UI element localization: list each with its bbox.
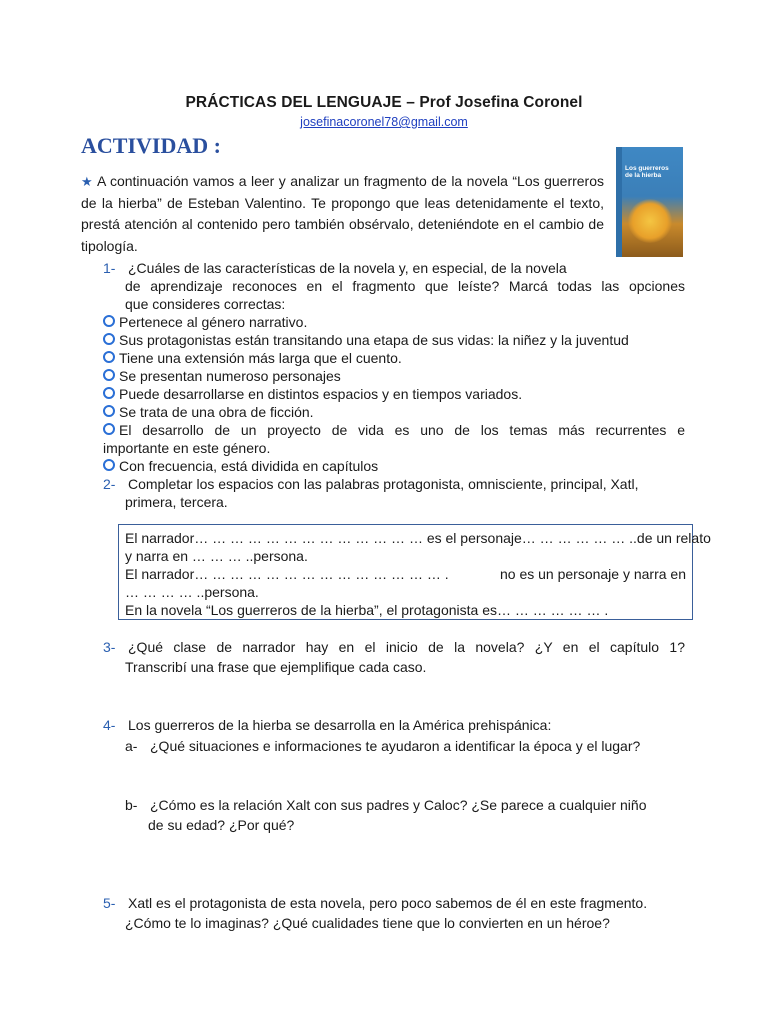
- option-item[interactable]: Se presentan numeroso personajes: [103, 367, 341, 385]
- question-1-line3: que consideres correctas:: [125, 296, 286, 312]
- circle-bullet-icon: [103, 405, 115, 417]
- circle-bullet-icon: [103, 459, 115, 471]
- circle-bullet-icon: [103, 351, 115, 363]
- option-item[interactable]: El desarrollo de un proyecto de vida es uno de los temas más recurrentes e: [103, 421, 685, 439]
- option-item[interactable]: Pertenece al género narrativo.: [103, 313, 307, 331]
- activity-heading: ACTIVIDAD :: [81, 133, 221, 158]
- option-item[interactable]: Con frecuencia, está dividida en capítulos: [103, 457, 378, 475]
- fill-line-4[interactable]: … … … … ..persona.: [125, 584, 259, 600]
- question-number: 3-: [103, 639, 116, 655]
- circle-bullet-icon: [103, 315, 115, 327]
- question-number: 5-: [103, 895, 116, 911]
- book-cover-image: [616, 147, 683, 257]
- fill-line-2[interactable]: y narra en … … … ..persona.: [125, 548, 308, 564]
- star-icon: ★: [81, 174, 94, 189]
- sub-question-text: ¿Cómo es la relación Xalt con sus padres y Caloc? ¿Se parece a cualquier niño: [150, 797, 647, 813]
- sub-question-text: ¿Qué situaciones e informaciones te ayudaron a identificar la época y el lugar?: [150, 738, 641, 754]
- question-number: 1-: [103, 260, 116, 276]
- circle-bullet-icon: [103, 423, 115, 435]
- option-item-continuation: importante en este género.: [103, 440, 271, 456]
- question-number: 2-: [103, 476, 116, 492]
- cover-spine: [616, 147, 622, 257]
- question-3-line2: Transcribí una frase que ejemplifique cada caso.: [125, 659, 427, 675]
- circle-bullet-icon: [103, 369, 115, 381]
- question-text: Completar los espacios con las palabras protagonista, omnisciente, principal, Xatl,: [128, 476, 639, 492]
- question-number: 4-: [103, 717, 116, 733]
- fill-line-1[interactable]: El narrador… … … … … … … … … … … … … es el personaje… … … … … … ..de un relato: [125, 530, 711, 546]
- question-text: ¿Cuáles de las características de la novela y, en especial, de la novela: [128, 260, 567, 276]
- option-item[interactable]: Tiene una extensión más larga que el cuento.: [103, 349, 402, 367]
- fill-in-box: [118, 524, 711, 620]
- question-text: ¿Qué clase de narrador hay en el inicio de la novela? ¿Y en el capítulo 1?: [128, 639, 685, 655]
- cover-title: Los guerreros de la hierba: [625, 165, 669, 179]
- sub-question-label: a-: [125, 738, 138, 754]
- email-link[interactable]: josefinacoronel78@gmail.com: [300, 115, 468, 129]
- circle-bullet-icon: [103, 333, 115, 345]
- fill-line-5[interactable]: En la novela “Los guerreros de la hierba”, el protagonista es… … … … … … .: [125, 602, 609, 618]
- circle-bullet-icon: [103, 387, 115, 399]
- question-4b-line2: de su edad? ¿Por qué?: [148, 817, 295, 833]
- question-text: Los guerreros de la hierba se desarrolla en la América prehispánica:: [128, 717, 552, 733]
- question-1-line2: de aprendizaje reconoces en el fragmento que leíste? Marcá todas las opciones: [125, 278, 685, 294]
- option-item[interactable]: Puede desarrollarse en distintos espacios y en tiempos variados.: [103, 385, 522, 403]
- option-item[interactable]: Sus protagonistas están transitando una etapa de sus vidas: la niñez y la juventud: [103, 331, 629, 349]
- cover-sun-illustration: [628, 199, 672, 243]
- question-text: Xatl es el protagonista de esta novela, pero poco sabemos de él en este fragmento.: [128, 895, 648, 911]
- intro-text: A continuación vamos a leer y analizar un fragmento de la novela “Los guerreros de la hierba” de Esteban Valentino. Te propongo que leas detenidamente el texto, prestá atención al contenido pero también obsérvalo, deteniéndote en el cambio de tipología.: [81, 173, 605, 254]
- sub-question-label: b-: [125, 797, 138, 813]
- page-title: PRÁCTICAS DEL LENGUAJE – Prof Josefina Coronel: [185, 94, 583, 111]
- question-5-line2: ¿Cómo te lo imaginas? ¿Qué cualidades tiene que lo convierten en un héroe?: [125, 915, 610, 931]
- question-2-line2: primera, tercera.: [125, 494, 228, 510]
- option-item[interactable]: Se trata de una obra de ficción.: [103, 403, 314, 421]
- fill-line-3[interactable]: El narrador… … … … … … … … … … … … … … . no es un personaje y narra en: [125, 566, 686, 582]
- intro-paragraph: [81, 171, 604, 257]
